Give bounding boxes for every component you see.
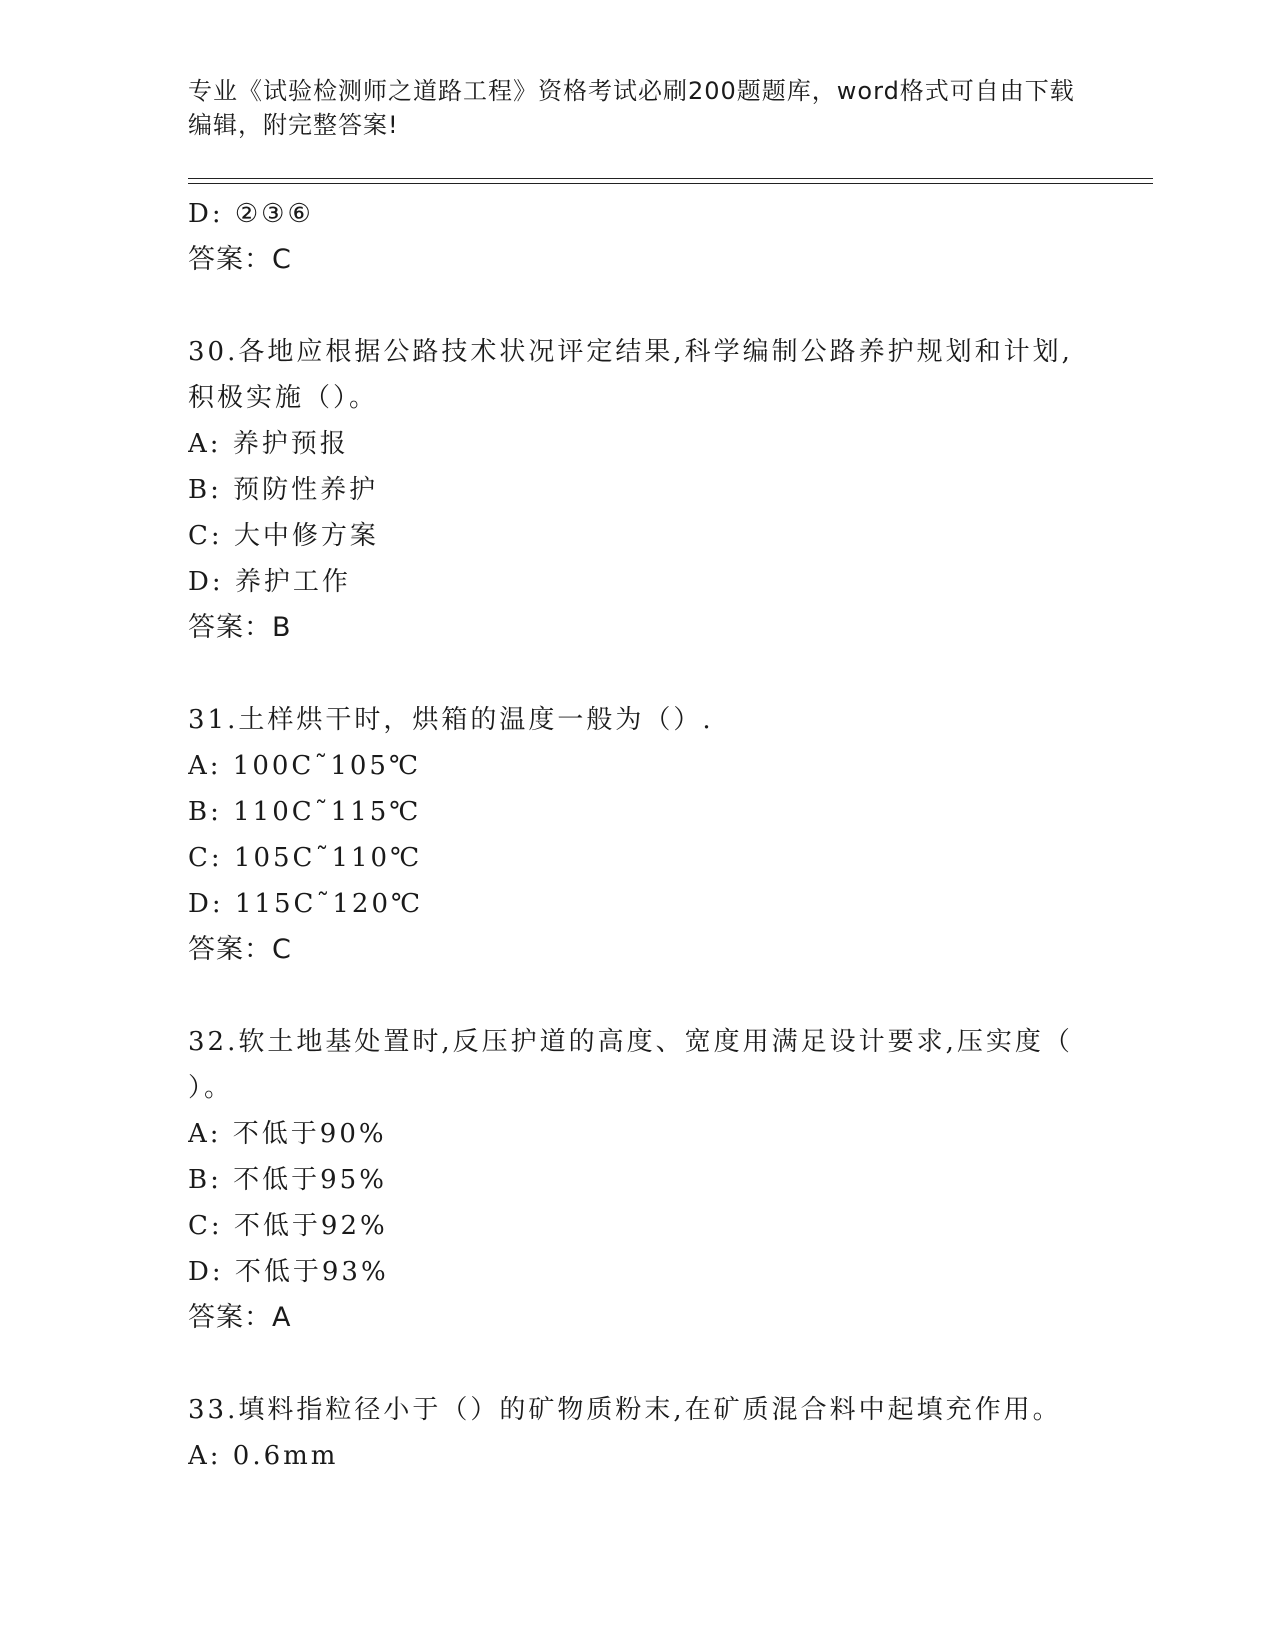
q31-answer: 答案：C (188, 934, 292, 965)
q32-option-d: D: 不低于93% (188, 1257, 389, 1287)
prev-answer: 答案：C (188, 244, 292, 275)
q30-stem-line-1: 30.各地应根据公路技术状况评定结果,科学编制公路养护规划和计划, (188, 337, 1073, 367)
q32-stem-line-1: 32.软土地基处置时,反压护道的高度、宽度用满足设计要求,压实度（ (188, 1027, 1073, 1057)
q33-option-a: A: 0.6mm (188, 1441, 339, 1471)
q31-stem-line-1: 31.土样烘干时，烘箱的温度一般为（）. (188, 705, 714, 735)
q31-option-d: D: 115C˜120℃ (188, 889, 424, 919)
q32-option-b: B: 不低于95% (188, 1165, 387, 1195)
q30-option-d: D: 养护工作 (188, 567, 351, 597)
q32-option-a: A: 不低于90% (188, 1119, 387, 1149)
q30-option-b: B: 预防性养护 (188, 475, 379, 505)
q32-option-c: C: 不低于92% (188, 1211, 388, 1241)
q30-stem-line-2: 积极实施（）。 (188, 383, 379, 413)
q31-option-a: A: 100C˜105℃ (188, 751, 422, 781)
header-divider-top (188, 178, 1153, 179)
q31-option-c: C: 105C˜110℃ (188, 843, 423, 873)
spacer (188, 1341, 1148, 1387)
header-divider-bottom (188, 183, 1153, 184)
q33-stem-line-1: 33.填料指粒径小于（）的矿物质粉末,在矿质混合料中起填充作用。 (188, 1395, 1062, 1425)
q32-stem-line-2: ）。 (188, 1073, 234, 1103)
q32-answer: 答案：A (188, 1302, 292, 1333)
spacer (188, 651, 1148, 697)
prev-option-d: D: ②③⑥ (188, 199, 314, 229)
q30-answer: 答案：B (188, 612, 292, 643)
header-line-1: 专业《试验检测师之道路工程》资格考试必刷200题题库，word格式可自由下载 (188, 77, 1075, 105)
document-header (188, 74, 1088, 142)
header-line-2: 编辑，附完整答案! (188, 111, 399, 139)
spacer (188, 283, 1148, 329)
q30-option-c: C: 大中修方案 (188, 521, 379, 551)
q30-option-a: A: 养护预报 (188, 429, 349, 459)
q31-option-b: B: 110C˜115℃ (188, 797, 422, 827)
spacer (188, 973, 1148, 1019)
question-list (188, 191, 1148, 1479)
